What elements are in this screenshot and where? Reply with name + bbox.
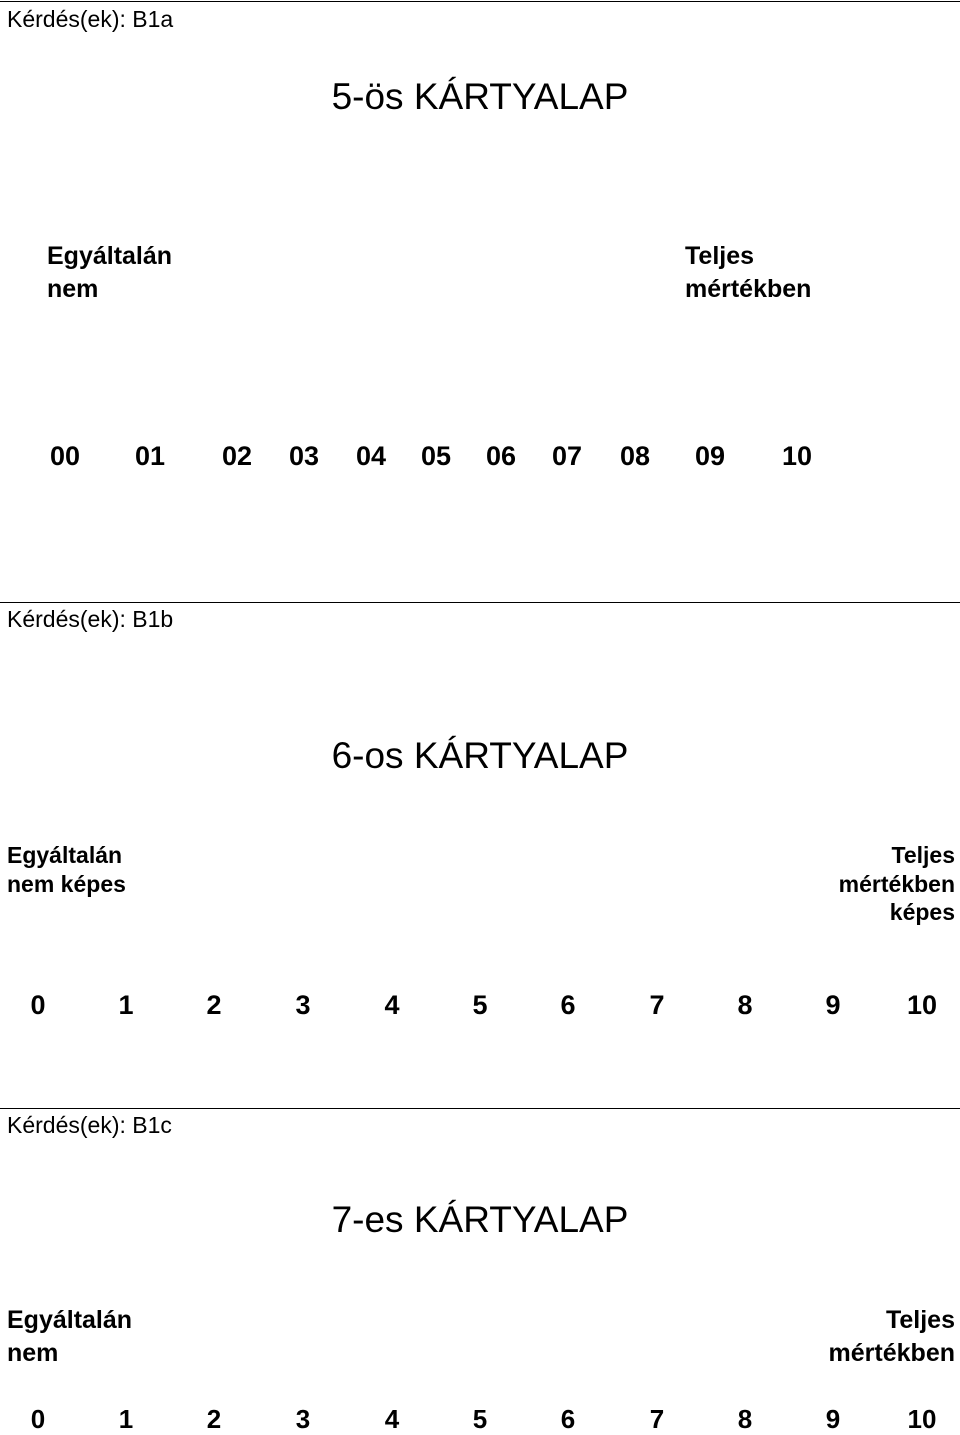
scale-right-anchor [839, 841, 955, 927]
scale-left-anchor [47, 240, 172, 306]
scale-value: 0 [30, 990, 46, 1020]
scale-value: 0 [30, 1404, 46, 1434]
scale-value: 08 [620, 441, 651, 471]
scale-value: 01 [135, 441, 166, 471]
scale-value: 1 [118, 1404, 134, 1434]
section-divider [0, 1, 960, 2]
scale-value: 9 [825, 1404, 841, 1434]
scale-left-anchor [7, 841, 126, 898]
scale-value: 7 [649, 990, 665, 1020]
scale-value: 5 [472, 990, 488, 1020]
scale-value: 04 [356, 441, 387, 471]
scale-value: 10 [907, 1404, 937, 1434]
section-divider [0, 1108, 960, 1109]
question-label: Kérdés(ek): B1c [7, 1112, 172, 1138]
scale-value: 09 [695, 441, 726, 471]
scale-value: 9 [825, 990, 841, 1020]
scale-value: 8 [737, 990, 753, 1020]
card-title: 7-es KÁRTYALAP [331, 1199, 629, 1240]
anchor-line: nem [47, 275, 99, 303]
question-label: Kérdés(ek): B1b [7, 606, 174, 632]
anchor-line: Teljes [885, 1306, 955, 1334]
scale-value: 10 [906, 990, 938, 1020]
scale-value: 4 [384, 990, 400, 1020]
anchor-line: képes [889, 899, 955, 925]
scale-value: 3 [295, 990, 311, 1020]
anchor-line: nem képes [7, 870, 126, 897]
anchor-line: Egyáltalán [7, 1306, 133, 1334]
scale-value: 6 [560, 1404, 576, 1434]
anchor-line: Egyáltalán [47, 242, 173, 270]
scale-value: 06 [486, 441, 517, 471]
scale-value: 3 [295, 1404, 311, 1434]
card-title: 6-os KÁRTYALAP [331, 735, 629, 776]
anchor-line: Teljes [685, 242, 755, 270]
section-divider [0, 602, 960, 603]
scale-value: 03 [289, 441, 320, 471]
scale-value: 2 [206, 1404, 222, 1434]
scale-value: 07 [552, 441, 583, 471]
scale-right-anchor [829, 1304, 955, 1370]
question-label: Kérdés(ek): B1a [7, 6, 174, 32]
scale-value: 00 [50, 441, 81, 471]
scale-right-anchor [685, 240, 811, 306]
anchor-line: nem [7, 1339, 59, 1367]
scale-value: 6 [560, 990, 576, 1020]
anchor-line: mértékben [685, 275, 812, 303]
card-title: 5-ös KÁRTYALAP [331, 76, 629, 117]
anchor-line: Teljes [891, 842, 955, 868]
scale-value: 2 [206, 990, 222, 1020]
anchor-line: mértékben [828, 1339, 955, 1367]
scale-value: 02 [222, 441, 253, 471]
scale-left-anchor [7, 1304, 132, 1370]
scale-value: 8 [737, 1404, 753, 1434]
scale-value: 10 [782, 441, 813, 471]
scale-value: 4 [384, 1404, 400, 1434]
scale-value: 05 [421, 441, 452, 471]
scale-value: 7 [649, 1404, 665, 1434]
scale-value: 5 [472, 1404, 488, 1434]
scale-value: 1 [118, 990, 134, 1020]
anchor-line: Egyáltalán [7, 842, 123, 868]
anchor-line: mértékben [838, 870, 955, 897]
